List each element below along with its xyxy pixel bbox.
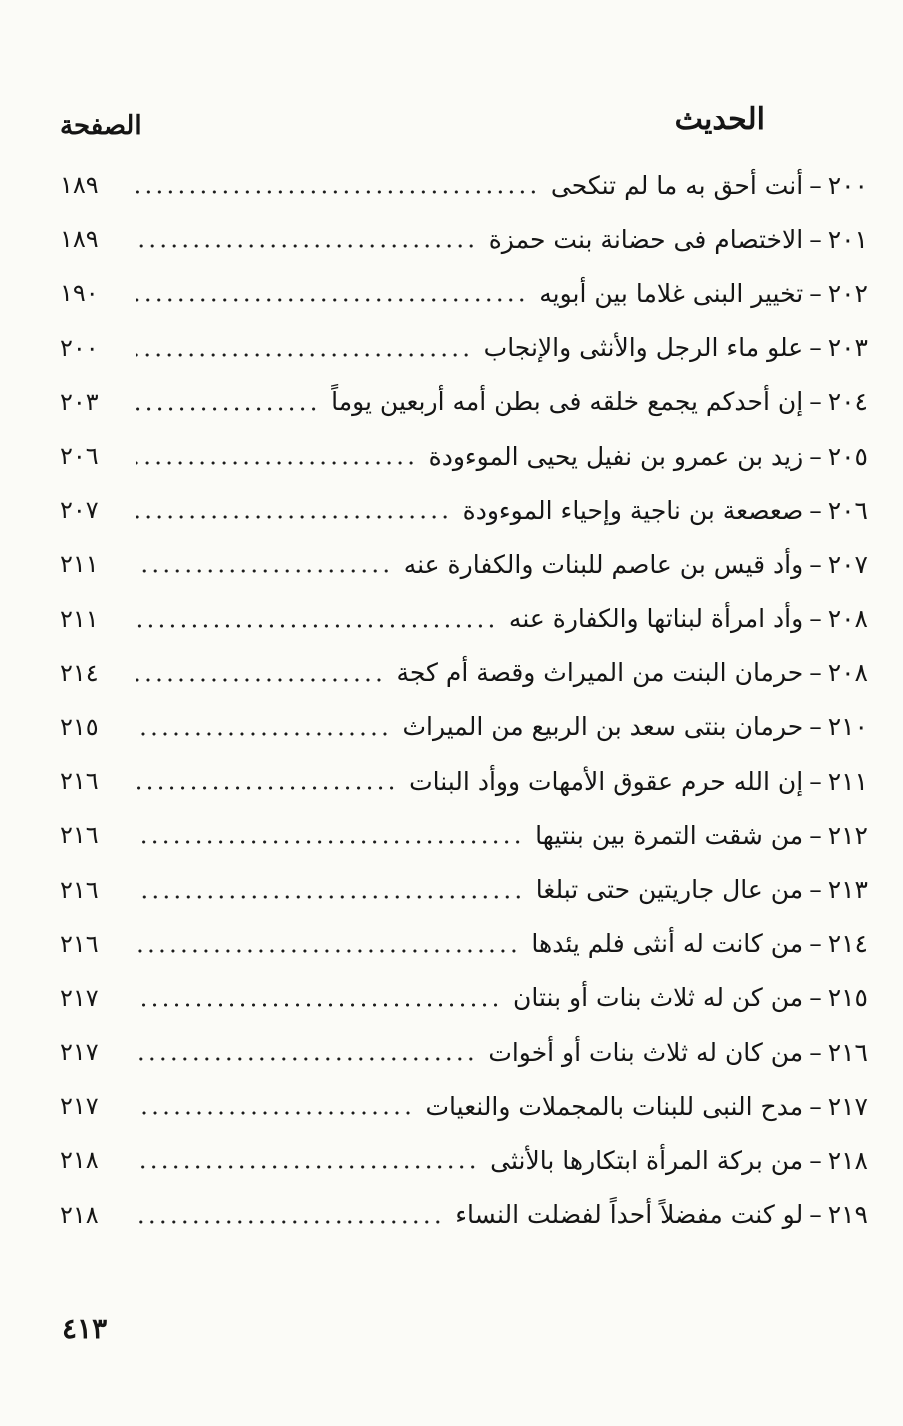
- entry-page: ١٨٩: [60, 225, 99, 254]
- dot-leader: [136, 1057, 476, 1061]
- toc-entry: [60, 537, 868, 591]
- entry-number: ٢١٨: [827, 1145, 868, 1175]
- entry-page: ٢١٤: [60, 658, 99, 687]
- dot-leader: [136, 786, 397, 790]
- entry-title: إن أحدكم يجمع خلقه فى بطن أمه أربعين يوماً: [331, 387, 804, 417]
- entry-page: ٢١٦: [60, 929, 99, 958]
- entry-title: مدح النبى للبنات بالمجملات والنعيات: [425, 1091, 804, 1121]
- entry-dash: –: [809, 1091, 822, 1121]
- entry-title: تخيير البنى غلاما بين أبويه: [539, 278, 804, 308]
- entry-page: ٢١٧: [60, 983, 99, 1012]
- toc-entry: [60, 1133, 868, 1187]
- dot-leader: [136, 1111, 414, 1115]
- toc-entry: [60, 808, 868, 862]
- dot-leader: [136, 1003, 501, 1007]
- entry-page: ٢٠٣: [60, 387, 99, 416]
- column-header-hadith: الحديث: [674, 102, 765, 137]
- dot-leader: [136, 353, 472, 357]
- toc-entry: [60, 1188, 868, 1242]
- entry-number: ٢٠٨: [827, 658, 868, 688]
- entry-dash: –: [809, 1145, 822, 1175]
- entry-title: الاختصام فى حضانة بنت حمزة: [488, 224, 804, 254]
- dot-leader: [136, 732, 390, 736]
- entry-dash: –: [809, 224, 822, 254]
- entry-number: ٢٠٦: [827, 495, 868, 525]
- entry-page: ٢١٨: [60, 1146, 99, 1175]
- entry-number: ٢١٧: [827, 1091, 868, 1121]
- entry-dash: –: [809, 278, 822, 308]
- entry-dash: –: [809, 170, 822, 200]
- toc-entry: [60, 375, 868, 429]
- entry-page: ٢١١: [60, 604, 99, 633]
- entry-page: ٢١٧: [60, 1092, 99, 1121]
- entry-number: ٢٠٣: [827, 333, 868, 363]
- dot-leader: [136, 298, 527, 302]
- entry-dash: –: [809, 549, 822, 579]
- entry-page: ١٩٠: [60, 279, 99, 308]
- toc-entry: [60, 862, 868, 916]
- entry-dash: –: [809, 658, 822, 688]
- entry-page: ١٨٩: [60, 171, 99, 200]
- entry-title: من شقت التمرة بين بنتيها: [535, 820, 804, 850]
- entry-dash: –: [809, 387, 822, 417]
- column-header-page: الصفحة: [60, 111, 142, 141]
- dot-leader: [136, 569, 392, 573]
- dot-leader: [136, 407, 319, 411]
- dot-leader: [136, 624, 497, 628]
- toc-entry: [60, 754, 868, 808]
- entry-title: من كن له ثلاث بنات أو بنتان: [513, 983, 804, 1013]
- entry-title: صعصعة بن ناجية وإحياء الموءودة: [462, 495, 804, 525]
- entry-dash: –: [809, 820, 822, 850]
- entry-dash: –: [809, 712, 822, 742]
- dot-leader: [136, 949, 519, 953]
- table-of-contents: [60, 158, 868, 1242]
- entry-number: ٢٠٥: [827, 441, 868, 471]
- entry-page: ٢١٨: [60, 1200, 99, 1229]
- dot-leader: [136, 840, 523, 844]
- entry-dash: –: [809, 875, 822, 905]
- page-number: ٤١٣: [62, 1312, 108, 1345]
- entry-title: من بركة المرأة ابتكارها بالأنثى: [490, 1145, 804, 1175]
- entry-page: ٢١١: [60, 550, 99, 579]
- entry-dash: –: [809, 604, 822, 634]
- entry-dash: –: [809, 333, 822, 363]
- toc-entry: [60, 646, 868, 700]
- entry-number: ٢١١: [827, 766, 868, 796]
- entry-title: علو ماء الرجل والأنثى والإنجاب: [483, 333, 804, 363]
- entry-dash: –: [809, 441, 822, 471]
- entry-number: ٢١٠: [827, 712, 868, 742]
- dot-leader: [136, 678, 384, 682]
- entry-number: ٢٠٠: [827, 170, 868, 200]
- dot-leader: [136, 244, 477, 248]
- toc-entry: [60, 483, 868, 537]
- dot-leader: [136, 190, 539, 194]
- dot-leader: [136, 461, 417, 465]
- toc-entry: [60, 321, 868, 375]
- entry-title: إن الله حرم عقوق الأمهات ووأد البنات: [409, 766, 804, 796]
- entry-number: ٢١٤: [827, 929, 868, 959]
- dot-leader: [136, 515, 451, 519]
- dot-leader: [136, 1220, 443, 1224]
- entry-title: وأد قيس بن عاصم للبنات والكفارة عنه: [403, 549, 804, 579]
- entry-title: حرمان بنتى سعد بن الربيع من الميراث: [402, 712, 804, 742]
- entry-title: لو كنت مفضلاً أحداً لفضلت النساء: [455, 1200, 804, 1230]
- entry-dash: –: [809, 766, 822, 796]
- entry-page: ٢١٧: [60, 1038, 99, 1067]
- entry-title: حرمان البنت من الميراث وقصة أم كجة: [396, 658, 804, 688]
- toc-entry: [60, 700, 868, 754]
- entry-page: ٢١٦: [60, 875, 99, 904]
- entry-page: ٢٠٧: [60, 496, 99, 525]
- entry-number: ٢٠٢: [827, 278, 868, 308]
- entry-dash: –: [809, 1037, 822, 1067]
- entry-page: ٢١٦: [60, 767, 99, 796]
- toc-entry: [60, 971, 868, 1025]
- entry-number: ٢٠١: [827, 224, 868, 254]
- toc-entry: [60, 917, 868, 971]
- toc-entry: [60, 212, 868, 266]
- entry-number: ٢٠٤: [827, 387, 868, 417]
- entry-title: أنت أحق به ما لم تنكحى: [550, 170, 804, 200]
- entry-title: من عال جاريتين حتى تبلغا: [535, 875, 804, 905]
- dot-leader: [136, 895, 524, 899]
- entry-title: زيد بن عمرو بن نفيل يحيى الموءودة: [428, 441, 804, 471]
- entry-number: ٢١٣: [827, 875, 868, 905]
- entry-title: من كانت له أنثى فلم يئدها: [531, 929, 804, 959]
- toc-entry: [60, 429, 868, 483]
- entry-page: ٢١٥: [60, 712, 99, 741]
- entry-title: من كان له ثلاث بنات أو أخوات: [488, 1037, 804, 1067]
- entry-number: ٢١٦: [827, 1037, 868, 1067]
- entry-title: وأد امرأة لبناتها والكفارة عنه: [508, 604, 804, 634]
- entry-page: ٢٠٦: [60, 442, 99, 471]
- entry-dash: –: [809, 495, 822, 525]
- entry-number: ٢١٥: [827, 983, 868, 1013]
- entry-dash: –: [809, 929, 822, 959]
- entry-page: ٢١٦: [60, 821, 99, 850]
- entry-number: ٢١٢: [827, 820, 868, 850]
- dot-leader: [136, 1165, 478, 1169]
- entry-dash: –: [809, 1200, 822, 1230]
- entry-number: ٢١٩: [827, 1200, 868, 1230]
- toc-entry: [60, 592, 868, 646]
- entry-number: ٢٠٧: [827, 549, 868, 579]
- entry-dash: –: [809, 983, 822, 1013]
- toc-entry: [60, 158, 868, 212]
- entry-number: ٢٠٨: [827, 604, 868, 634]
- toc-entry: [60, 1079, 868, 1133]
- entry-page: ٢٠٠: [60, 333, 99, 362]
- toc-entry: [60, 1025, 868, 1079]
- toc-entry: [60, 266, 868, 320]
